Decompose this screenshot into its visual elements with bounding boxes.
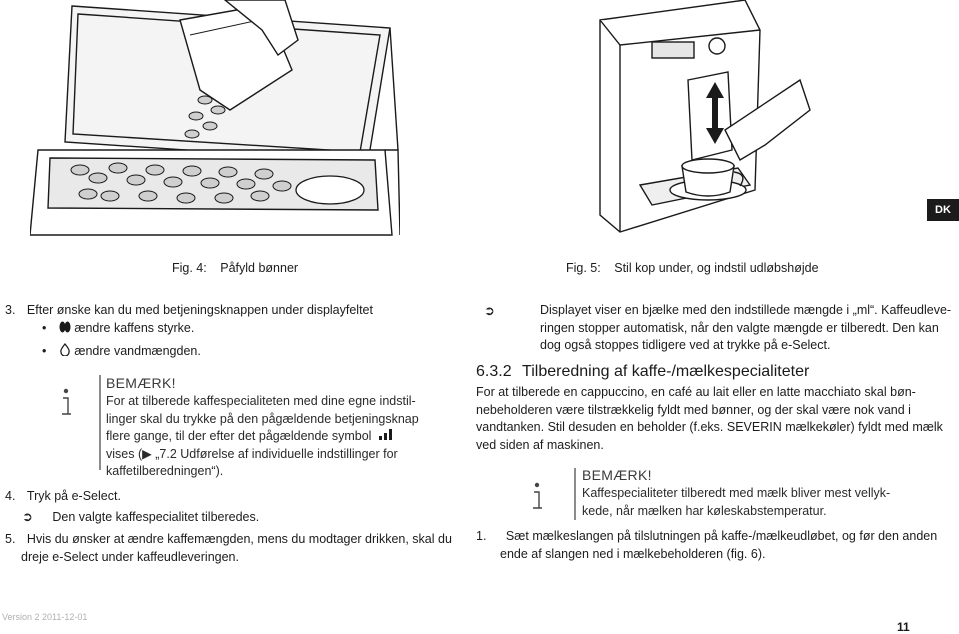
figure-4-number: Fig. 4: [172,261,207,275]
note-line: flere gange, til der efter det pågældende symbol [106,428,419,446]
note-title: BEMÆRK! [582,467,652,483]
figure-4-caption [172,261,298,275]
info-icon [529,482,545,512]
section-title: Tilberedning af kaffe-/mælkespecialiteter [522,363,810,380]
note-line: kede, når mælken har køleskabstemperatur. [582,503,827,518]
step-5-number: 5. [5,532,16,546]
right-result-line: ringen stopper automatisk, når den valgte mængde er tilberedt. Den kan [540,320,939,335]
bullet-water [42,343,201,361]
figure-4-title: Påfyld bønner [220,261,299,275]
figure-5-caption [566,261,819,275]
right-result-line: Displayet viser en bjælke med den indstillede mængde i „ml“. Kaffeudleve- [540,303,952,317]
note-title: BEMÆRK! [106,375,176,391]
bullet-dot: • [42,344,47,358]
step-4-number: 4. [5,489,16,503]
note-body [582,485,890,520]
body-line: ved siden af maskinen. [476,437,604,452]
note-line: kaffetilberedningen“). [106,464,224,478]
bullet-dot: • [42,321,47,335]
body-line: For at tilberede en cappuccino, en café au lait eller en latte macchiato skal bøn- [476,385,916,399]
bullet-strength-label: ændre kaffens styrke. [74,321,195,335]
bean-strength-icon [59,321,71,333]
right-step-1 [476,528,937,546]
note-divider [99,375,101,470]
water-drop-icon [59,343,71,356]
step-3-text: Efter ønske kan du med betjeningsknappen under displayfeltet [26,303,373,317]
step-4-text: Tryk på e-Select. [26,489,121,503]
figure-5-illustration [560,0,820,240]
body-line: vandtanken. Stil desuden en beholder (f.eks. SEVERIN mælkekøler) fyldt med mælk [476,420,943,434]
section-body [476,384,943,454]
reference-arrow-icon: ▶ [142,446,152,461]
step-4 [5,488,121,506]
version-footer: Version 2 2011-12-01 [2,612,88,622]
bullet-strength [42,320,194,338]
step-1-number: 1. [476,529,487,543]
step-1-text: Sæt mælkeslangen på tilslutningen på kaffe-/mælkeudløbet, og før den anden [505,529,938,543]
note-body [106,393,419,481]
step-5-text: Hvis du ønsker at ændre kaffemængden, mens du modtager drikken, skal du [26,532,452,546]
step-3-number: 3. [5,303,16,317]
result-text: Den valgte kaffespecialitet tilberedes. [52,510,260,524]
step-5-text-cont: dreje e-Select under kaffeudleveringen. [21,550,239,564]
figure-5-title: Stil kop under, og indstil udløbshøjde [614,261,819,275]
note-line: vises (▶ „7.2 Udførelse af individuelle indstillinger for [106,446,398,461]
bars-level-icon [379,429,392,440]
figure-4-illustration [30,0,400,240]
page-number: 11 [897,620,910,634]
step-3 [5,302,373,320]
result-arrow-icon: ➲ [484,303,495,318]
info-icon [58,388,74,418]
note-line: For at tilberede kaffespecialiteten med dine egne indstil- [106,394,416,408]
step-5 [5,531,452,549]
right-result [484,302,951,355]
figure-5-number: Fig. 5: [566,261,601,275]
right-result-line: dog også stoppes tidligere ved at trykke på e-Select. [540,338,831,352]
section-heading [476,363,809,381]
body-line: nebeholderen være tilstrækkelig fyldt med bønner, og der skal være nok vand i [476,402,911,417]
note-line: Kaffespecialiteter tilberedt med mælk bliver mest vellyk- [582,486,891,500]
note-divider [574,468,576,520]
step-4-result [22,508,259,527]
result-arrow-icon: ➲ [22,509,33,524]
section-number: 6.3.2 [476,363,512,380]
note-line: linger skal du trykke på den pågældende betjeningsknap [106,411,419,426]
right-step-1-cont: ende af slangen ned i mælkebeholderen (fig. 6). [500,547,766,561]
language-badge: DK [927,199,959,221]
bullet-water-label: ændre vandmængden. [74,344,201,358]
